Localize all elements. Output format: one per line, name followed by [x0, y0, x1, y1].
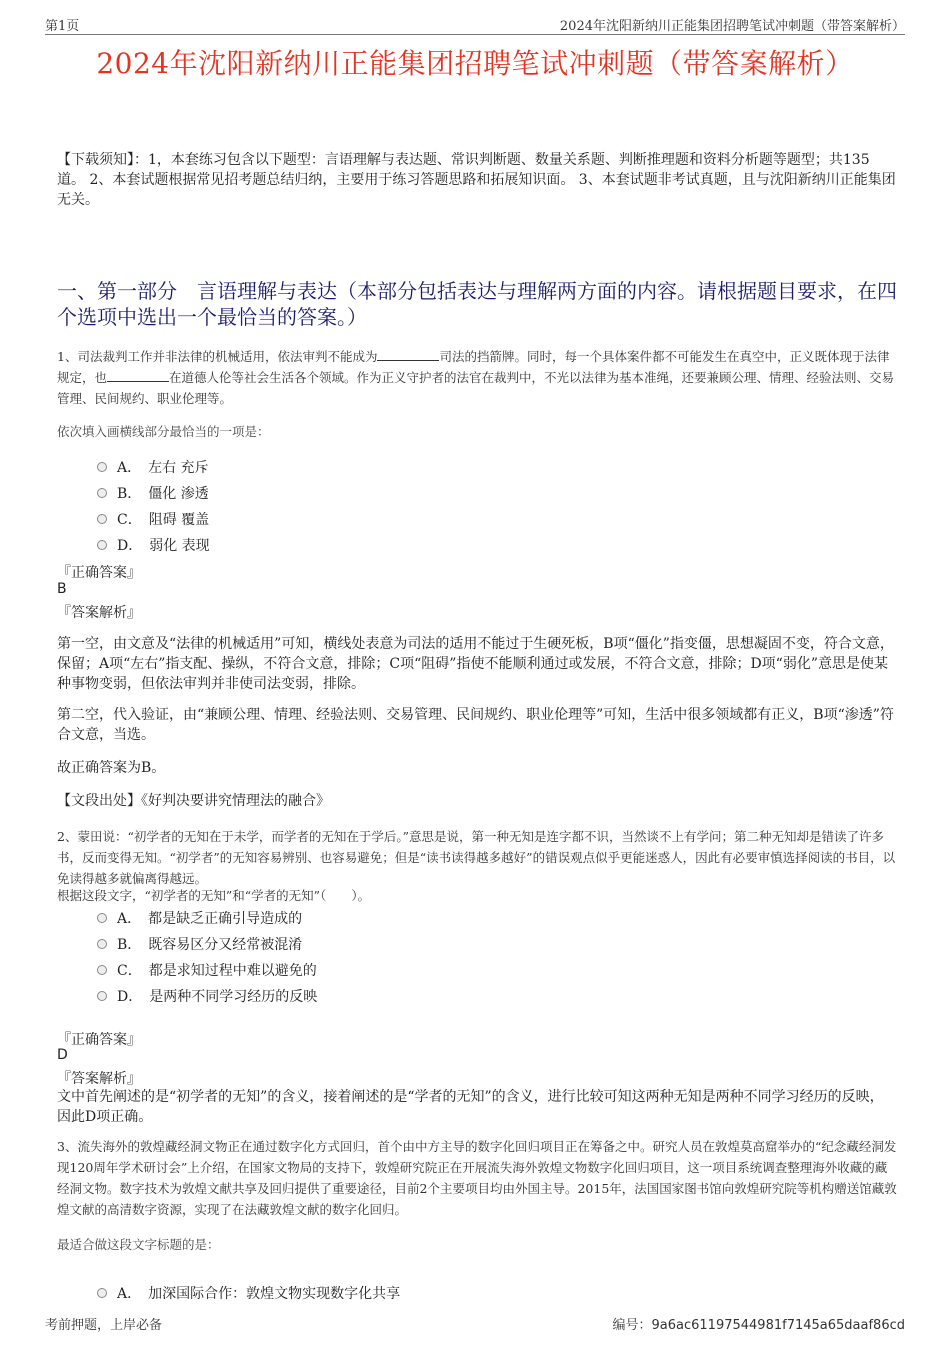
radio-icon[interactable] [97, 462, 107, 472]
q1-option-a[interactable] [97, 457, 209, 477]
q1-text-part2: 司法的挡箭牌。同时，每一个具体案件都不可能发生在真空中，正义既体现于法律规定，也 [57, 349, 890, 385]
q2-instruction: 根据这段文字，“初学者的无知”和“学者的无知”（ ）。 [57, 888, 371, 903]
footer-code-value: 9a6ac61197544981f7145a65daaf86cd [651, 1318, 905, 1333]
q3-option-a[interactable] [97, 1283, 400, 1303]
option-label: B． 既容易区分又经常被混淆 [117, 937, 303, 953]
q1-answer-label: 『正确答案』 [57, 565, 141, 581]
header-divider [45, 34, 905, 35]
q2-option-a[interactable] [97, 908, 302, 928]
fill-blank [107, 368, 169, 382]
q2-analysis-label: 『答案解析』 [57, 1071, 141, 1087]
question-2-text: 2、蒙田说：“初学者的无知在于未学，而学者的无知在于学后。”意思是说，第一种无知是连字都不识，当然谈不上有学问；第二种无知却是错读了许多书，反而变得无知。“初学者”的无知容易辨别、也容易避免；但是“读书读得越多越好”的错误观点似乎更能迷惑人，因此有必要审慎选择阅读的书目，以免读得越多就偏离得越远。 [57, 829, 896, 886]
page-title: 2024年沈阳新纳川正能集团招聘笔试冲刺题（带答案解析） [96, 47, 854, 80]
radio-icon[interactable] [97, 913, 107, 923]
radio-icon[interactable] [97, 540, 107, 550]
option-label: D． 弱化 表现 [117, 538, 210, 554]
header-doc-title: 2024年沈阳新纳川正能集团招聘笔试冲刺题（带答案解析） [559, 19, 905, 34]
q2-option-b[interactable] [97, 934, 302, 954]
option-label: C． 阻碍 覆盖 [117, 512, 210, 528]
q1-analysis-para-1: 第一空，由文意及“法律的机械适用”可知，横线处表意为司法的适用不能过于生硬死板，B项“僵化”指变僵，思想凝固不变，符合文意，保留；A项“左右”指支配、操纵，不符合文意，排除；C项“阻碍”指使不能顺利通过或发展，不符合文意，排除；D项“弱化”意思是使某种事物变弱，但依法审判并非使司法变弱，排除。 [57, 636, 894, 692]
radio-icon[interactable] [97, 965, 107, 975]
download-notice: 【下载须知】：1，本套练习包含以下题型：言语理解与表达题、常识判断题、数量关系题、判断推理题和资料分析题等题型；共135道。 2、本套试题根据常见招考题总结归纳，主要用于练习答题思路和拓展知识面。 3、本套试题非考试真题，且与沈阳新纳川正能集团无关。 [57, 152, 896, 208]
question-3-text: 3、流失海外的敦煌藏经洞文物正在通过数字化方式回归，首个由中方主导的数字化回归项目正在筹备之中。研究人员在敦煌莫高窟举办的“纪念藏经洞发现120周年学术研讨会”上介绍，在国家文物局的支持下，敦煌研究院正在开展流失海外敦煌文物数字化回归项目，这一项目系统调查整理海外收藏的藏经洞文物。数字技术为敦煌文献共享及回归提供了重要途径，目前2个主要项目均由外国主导。2015年，法国国家图书馆向敦煌研究院等机构赠送馆藏敦煌文献的高清数字资源，实现了在法藏敦煌文献的数字化回归。 [57, 1139, 897, 1217]
q1-option-c[interactable] [97, 509, 209, 529]
fill-blank [377, 347, 439, 361]
footer-slogan: 考前押题，上岸必备 [45, 1318, 163, 1333]
page-number: 第1页 [45, 19, 80, 34]
radio-icon[interactable] [97, 488, 107, 498]
option-label: A． 左右 充斥 [117, 460, 209, 476]
q2-answer: D [57, 1047, 68, 1063]
radio-icon[interactable] [97, 991, 107, 1001]
option-label: C． 都是求知过程中难以避免的 [117, 963, 317, 979]
q1-option-d[interactable] [97, 535, 210, 555]
q2-option-d[interactable] [97, 986, 317, 1006]
q2-answer-label: 『正确答案』 [57, 1032, 141, 1048]
q1-analysis-label: 『答案解析』 [57, 605, 141, 621]
footer-code-label: 编号： [612, 1318, 652, 1333]
q1-text-part3: 在道德人伦等社会生活各个领域。作为正义守护者的法官在裁判中，不光以法律为基本准绳，还要兼顾公理、情理、经验法则、交易管理、民间规约、职业伦理等。 [57, 370, 895, 406]
q1-instruction: 依次填入画横线部分最恰当的一项是： [57, 424, 270, 439]
q1-source: 【文段出处】《好判决要讲究情理法的融合》 [57, 793, 330, 809]
radio-icon[interactable] [97, 1288, 107, 1298]
q1-analysis-para-2: 第二空，代入验证，由“兼顾公理、情理、经验法则、交易管理、民间规约、职业伦理等”可知，生活中很多领域都有正义，B项“渗透”符合文意，当选。 [57, 707, 894, 743]
question-1-text [57, 346, 897, 409]
radio-icon[interactable] [97, 939, 107, 949]
q1-text-part1: 1、司法裁判工作并非法律的机械适用，依法审判不能成为 [57, 349, 378, 364]
option-label: A． 都是缺乏正确引导造成的 [117, 911, 303, 927]
option-label: A． 加深国际合作：敦煌文物实现数字化共享 [117, 1286, 401, 1302]
option-label: D． 是两种不同学习经历的反映 [117, 989, 318, 1005]
radio-icon[interactable] [97, 514, 107, 524]
q2-option-c[interactable] [97, 960, 317, 980]
section-heading: 一、第一部分 言语理解与表达（本部分包括表达与理解两方面的内容。请根据题目要求，在四个选项中选出一个最恰当的答案。） [57, 279, 897, 329]
q3-instruction: 最适合做这段文字标题的是： [57, 1237, 220, 1252]
option-label: B． 僵化 渗透 [117, 486, 209, 502]
q1-option-b[interactable] [97, 483, 209, 503]
q1-answer: B [57, 581, 67, 597]
q1-analysis-para-3: 故正确答案为B。 [57, 760, 166, 776]
q2-analysis: 文中首先阐述的是“初学者的无知”的含义，接着阐述的是“学者的无知”的含义，进行比较可知这两种无知是两种不同学习经历的反映，因此D项正确。 [57, 1089, 884, 1125]
footer-code [613, 1314, 906, 1333]
